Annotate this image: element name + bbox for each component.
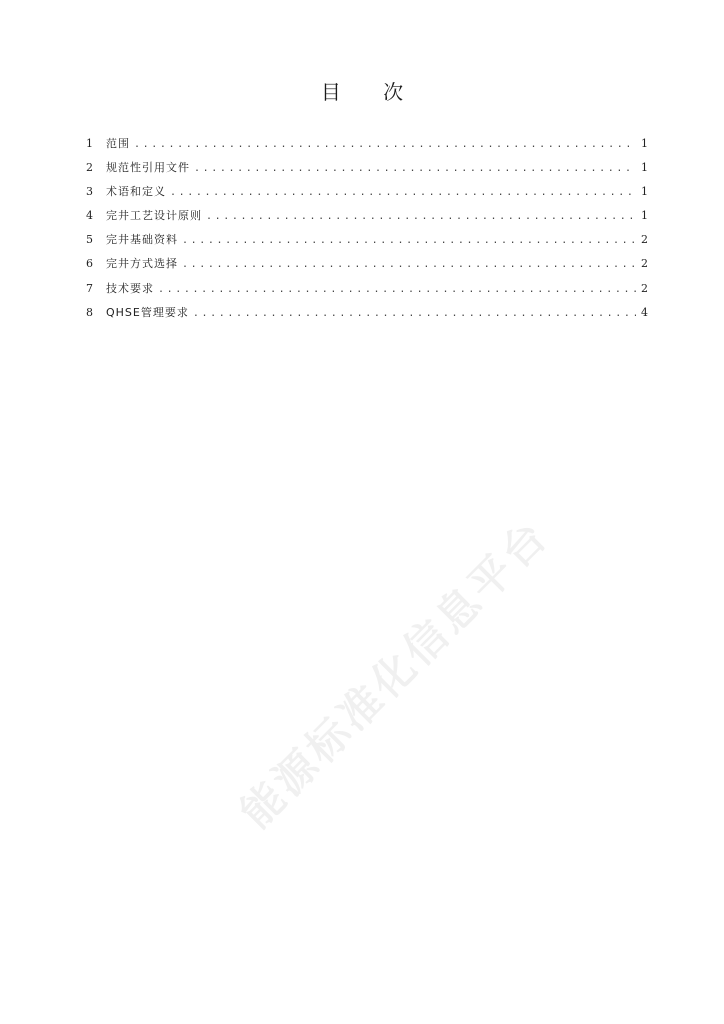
toc-entry-page: 1 [641,161,648,175]
toc-entry-label: 术语和定义 [106,185,166,199]
toc-entry-label: 完井基础资料 [106,233,178,247]
toc-entry-label: QHSE管理要求 [106,305,189,319]
toc-entry-page: 2 [641,257,648,271]
toc-entry-number: 5 [86,233,93,247]
toc-entry-label: 完井方式选择 [106,257,178,271]
toc-entry-number: 6 [86,257,93,271]
toc-entry-4[interactable] [86,208,648,232]
toc-entry-number: 1 [86,137,93,150]
toc-entry-label: 完井工艺设计原则 [106,209,202,223]
toc-entry-3[interactable] [86,184,648,208]
toc-entry-label: 技术要求 [106,281,154,295]
toc-entry-number: 4 [86,209,93,223]
toc-entry-page: 4 [641,305,648,319]
toc-entry-6[interactable] [86,256,648,280]
toc-entry-number: 2 [86,161,93,175]
toc-dot-leader [134,137,636,153]
toc-entry-page: 1 [641,137,648,150]
toc-entry-number: 3 [86,185,93,199]
toc-entry-5[interactable] [86,232,648,256]
toc-entry-label: 范围 [106,137,130,150]
toc-entry-label: 规范性引用文件 [106,161,190,175]
toc-dot-leader [193,306,636,322]
toc-entry-page: 1 [641,209,648,223]
toc-entry-number: 7 [86,281,93,295]
toc-entry-number: 8 [86,305,93,319]
toc-entry-page: 1 [641,185,648,199]
toc-entry-1[interactable] [86,136,648,160]
toc-entry-8[interactable] [86,305,648,329]
toc-entry-page: 2 [641,233,648,247]
page-title: 目 次 [320,80,422,104]
toc-entry-7[interactable] [86,281,648,305]
watermark-text: 能源标准化信息平台 [230,510,559,838]
toc-dot-leader [182,257,636,273]
toc-entry-2[interactable] [86,160,648,184]
toc-dot-leader [206,209,636,225]
toc-dot-leader [158,282,636,298]
table-of-contents [86,136,648,329]
toc-dot-leader [194,161,636,177]
toc-entry-page: 2 [641,281,648,295]
toc-dot-leader [182,233,636,249]
toc-dot-leader [170,185,636,201]
